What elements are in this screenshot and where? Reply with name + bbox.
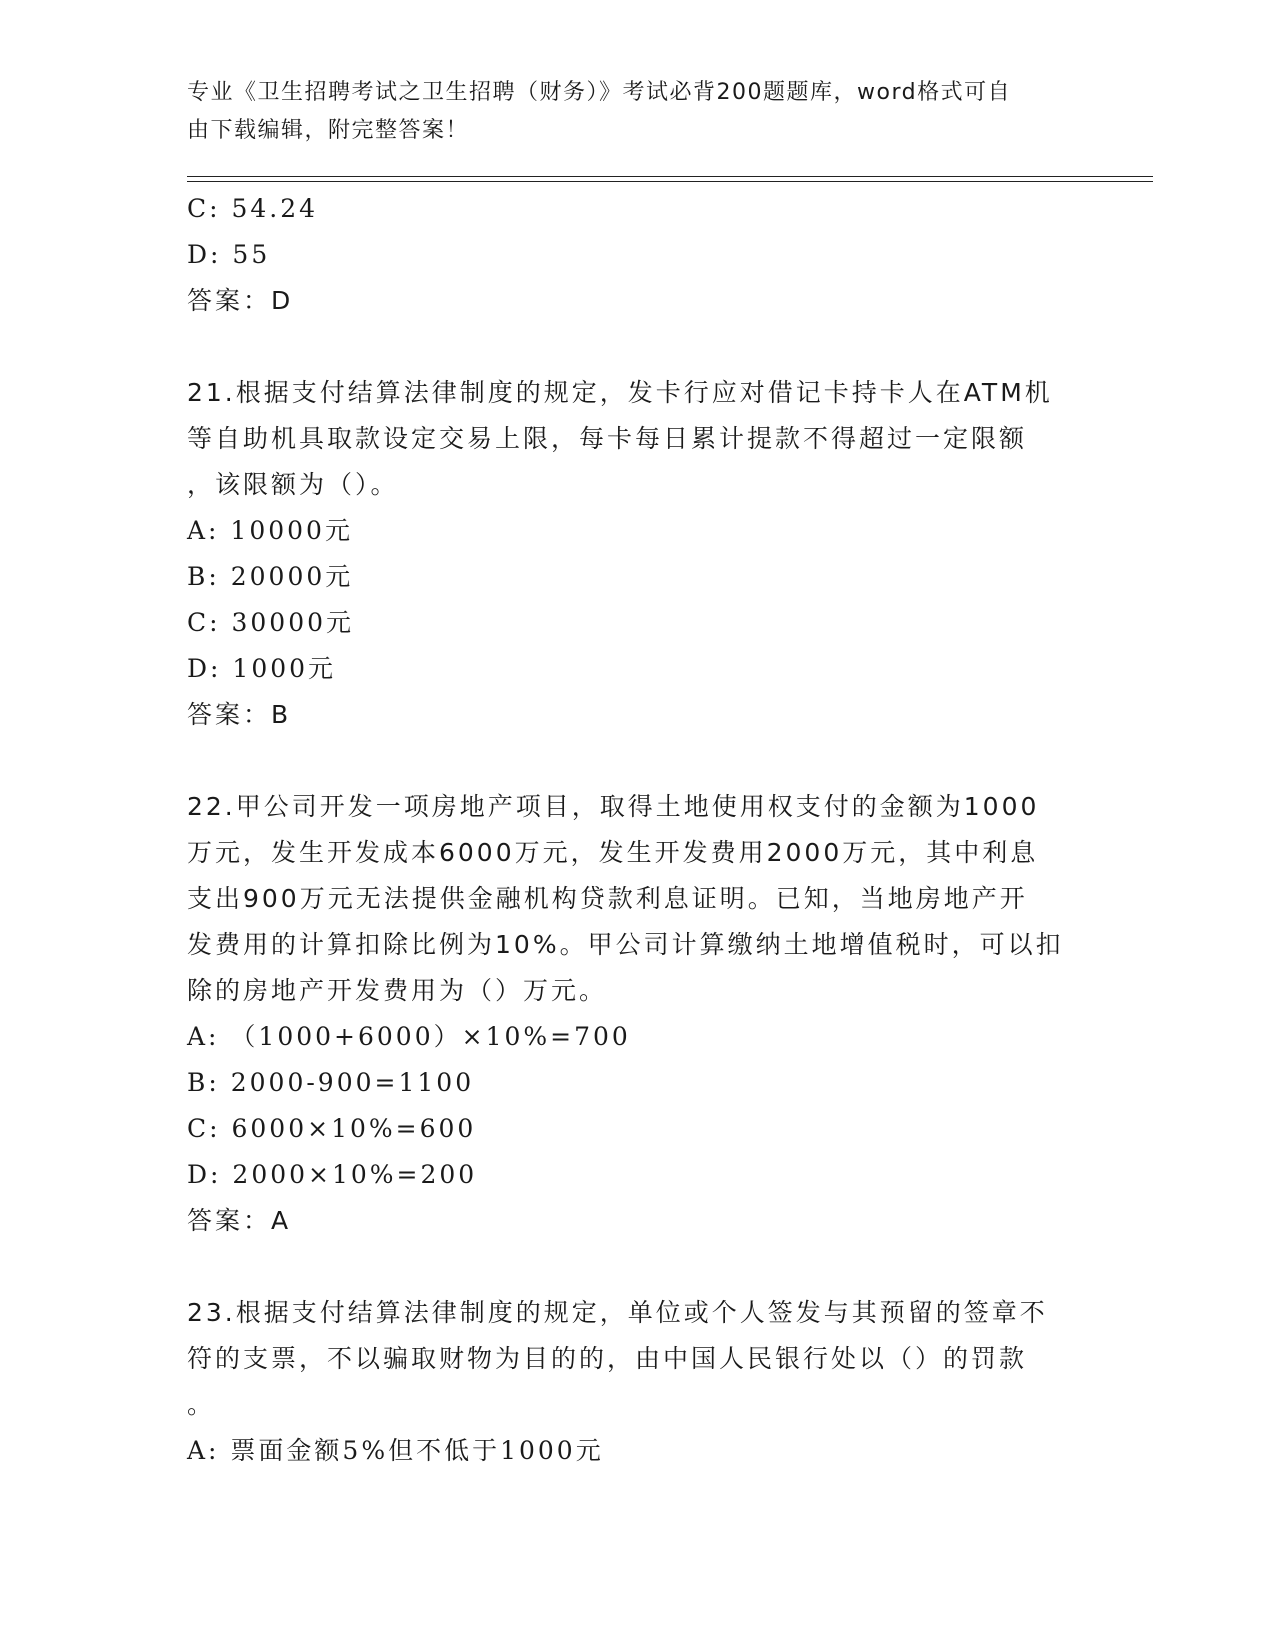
question-text-line: 万元，发生开发成本6000万元，发生开发费用2000万元，其中利息 xyxy=(187,838,1039,867)
question-text-line: 22.甲公司开发一项房地产项目，取得土地使用权支付的金额为1000 xyxy=(187,792,1040,821)
option-b: B: 20000元 xyxy=(187,562,354,591)
question-23 xyxy=(187,1290,1087,1474)
header-line-2: 由下载编辑，附完整答案！ xyxy=(187,118,470,143)
question-22 xyxy=(187,784,1087,1244)
option-a: A: 10000元 xyxy=(187,516,353,545)
question-text-line: 支出900万元无法提供金融机构贷款利息证明。已知，当地房地产开 xyxy=(187,884,1028,913)
question-text-line: 符的支票，不以骗取财物为目的的，由中国人民银行处以（）的罚款 xyxy=(187,1344,1028,1373)
prev-question xyxy=(187,186,1087,324)
question-text-line: 发费用的计算扣除比例为10%。甲公司计算缴纳土地增值税时，可以扣 xyxy=(187,930,1064,959)
option-b: B: 2000-900=1100 xyxy=(187,1068,475,1097)
option-a: A: （1000+6000）×10%=700 xyxy=(187,1022,631,1051)
option-d: D: 2000×10%=200 xyxy=(187,1160,478,1189)
spacer xyxy=(187,324,1087,370)
option-d: D: 1000元 xyxy=(187,654,337,683)
header-divider-bottom xyxy=(187,181,1153,182)
question-21 xyxy=(187,370,1087,738)
answer-line: 答案：D xyxy=(187,286,294,315)
question-text-line: ，该限额为（）。 xyxy=(187,470,399,499)
option-c: C: 6000×10%=600 xyxy=(187,1114,477,1143)
option-c: C: 30000元 xyxy=(187,608,355,637)
question-text-line: 。 xyxy=(187,1390,216,1419)
header-line-1: 专业《卫生招聘考试之卫生招聘（财务）》考试必背200题题库，word格式可自 xyxy=(187,80,1012,105)
question-list xyxy=(187,186,1087,1474)
spacer xyxy=(187,738,1087,784)
spacer xyxy=(187,1244,1087,1290)
option-d: D: 55 xyxy=(187,240,271,269)
question-text-line: 等自助机具取款设定交易上限，每卡每日累计提款不得超过一定限额 xyxy=(187,424,1028,453)
question-text-line: 21.根据支付结算法律制度的规定，发卡行应对借记卡持卡人在ATM机 xyxy=(187,378,1053,407)
answer-line: 答案：B xyxy=(187,700,292,729)
header-divider-top xyxy=(187,176,1153,177)
option-c: C: 54.24 xyxy=(187,194,319,223)
option-a: A: 票面金额5%但不低于1000元 xyxy=(187,1436,604,1465)
answer-line: 答案：A xyxy=(187,1206,292,1235)
page-header xyxy=(187,74,1067,150)
question-text-line: 23.根据支付结算法律制度的规定，单位或个人签发与其预留的签章不 xyxy=(187,1298,1048,1327)
question-text-line: 除的房地产开发费用为（）万元。 xyxy=(187,976,608,1005)
